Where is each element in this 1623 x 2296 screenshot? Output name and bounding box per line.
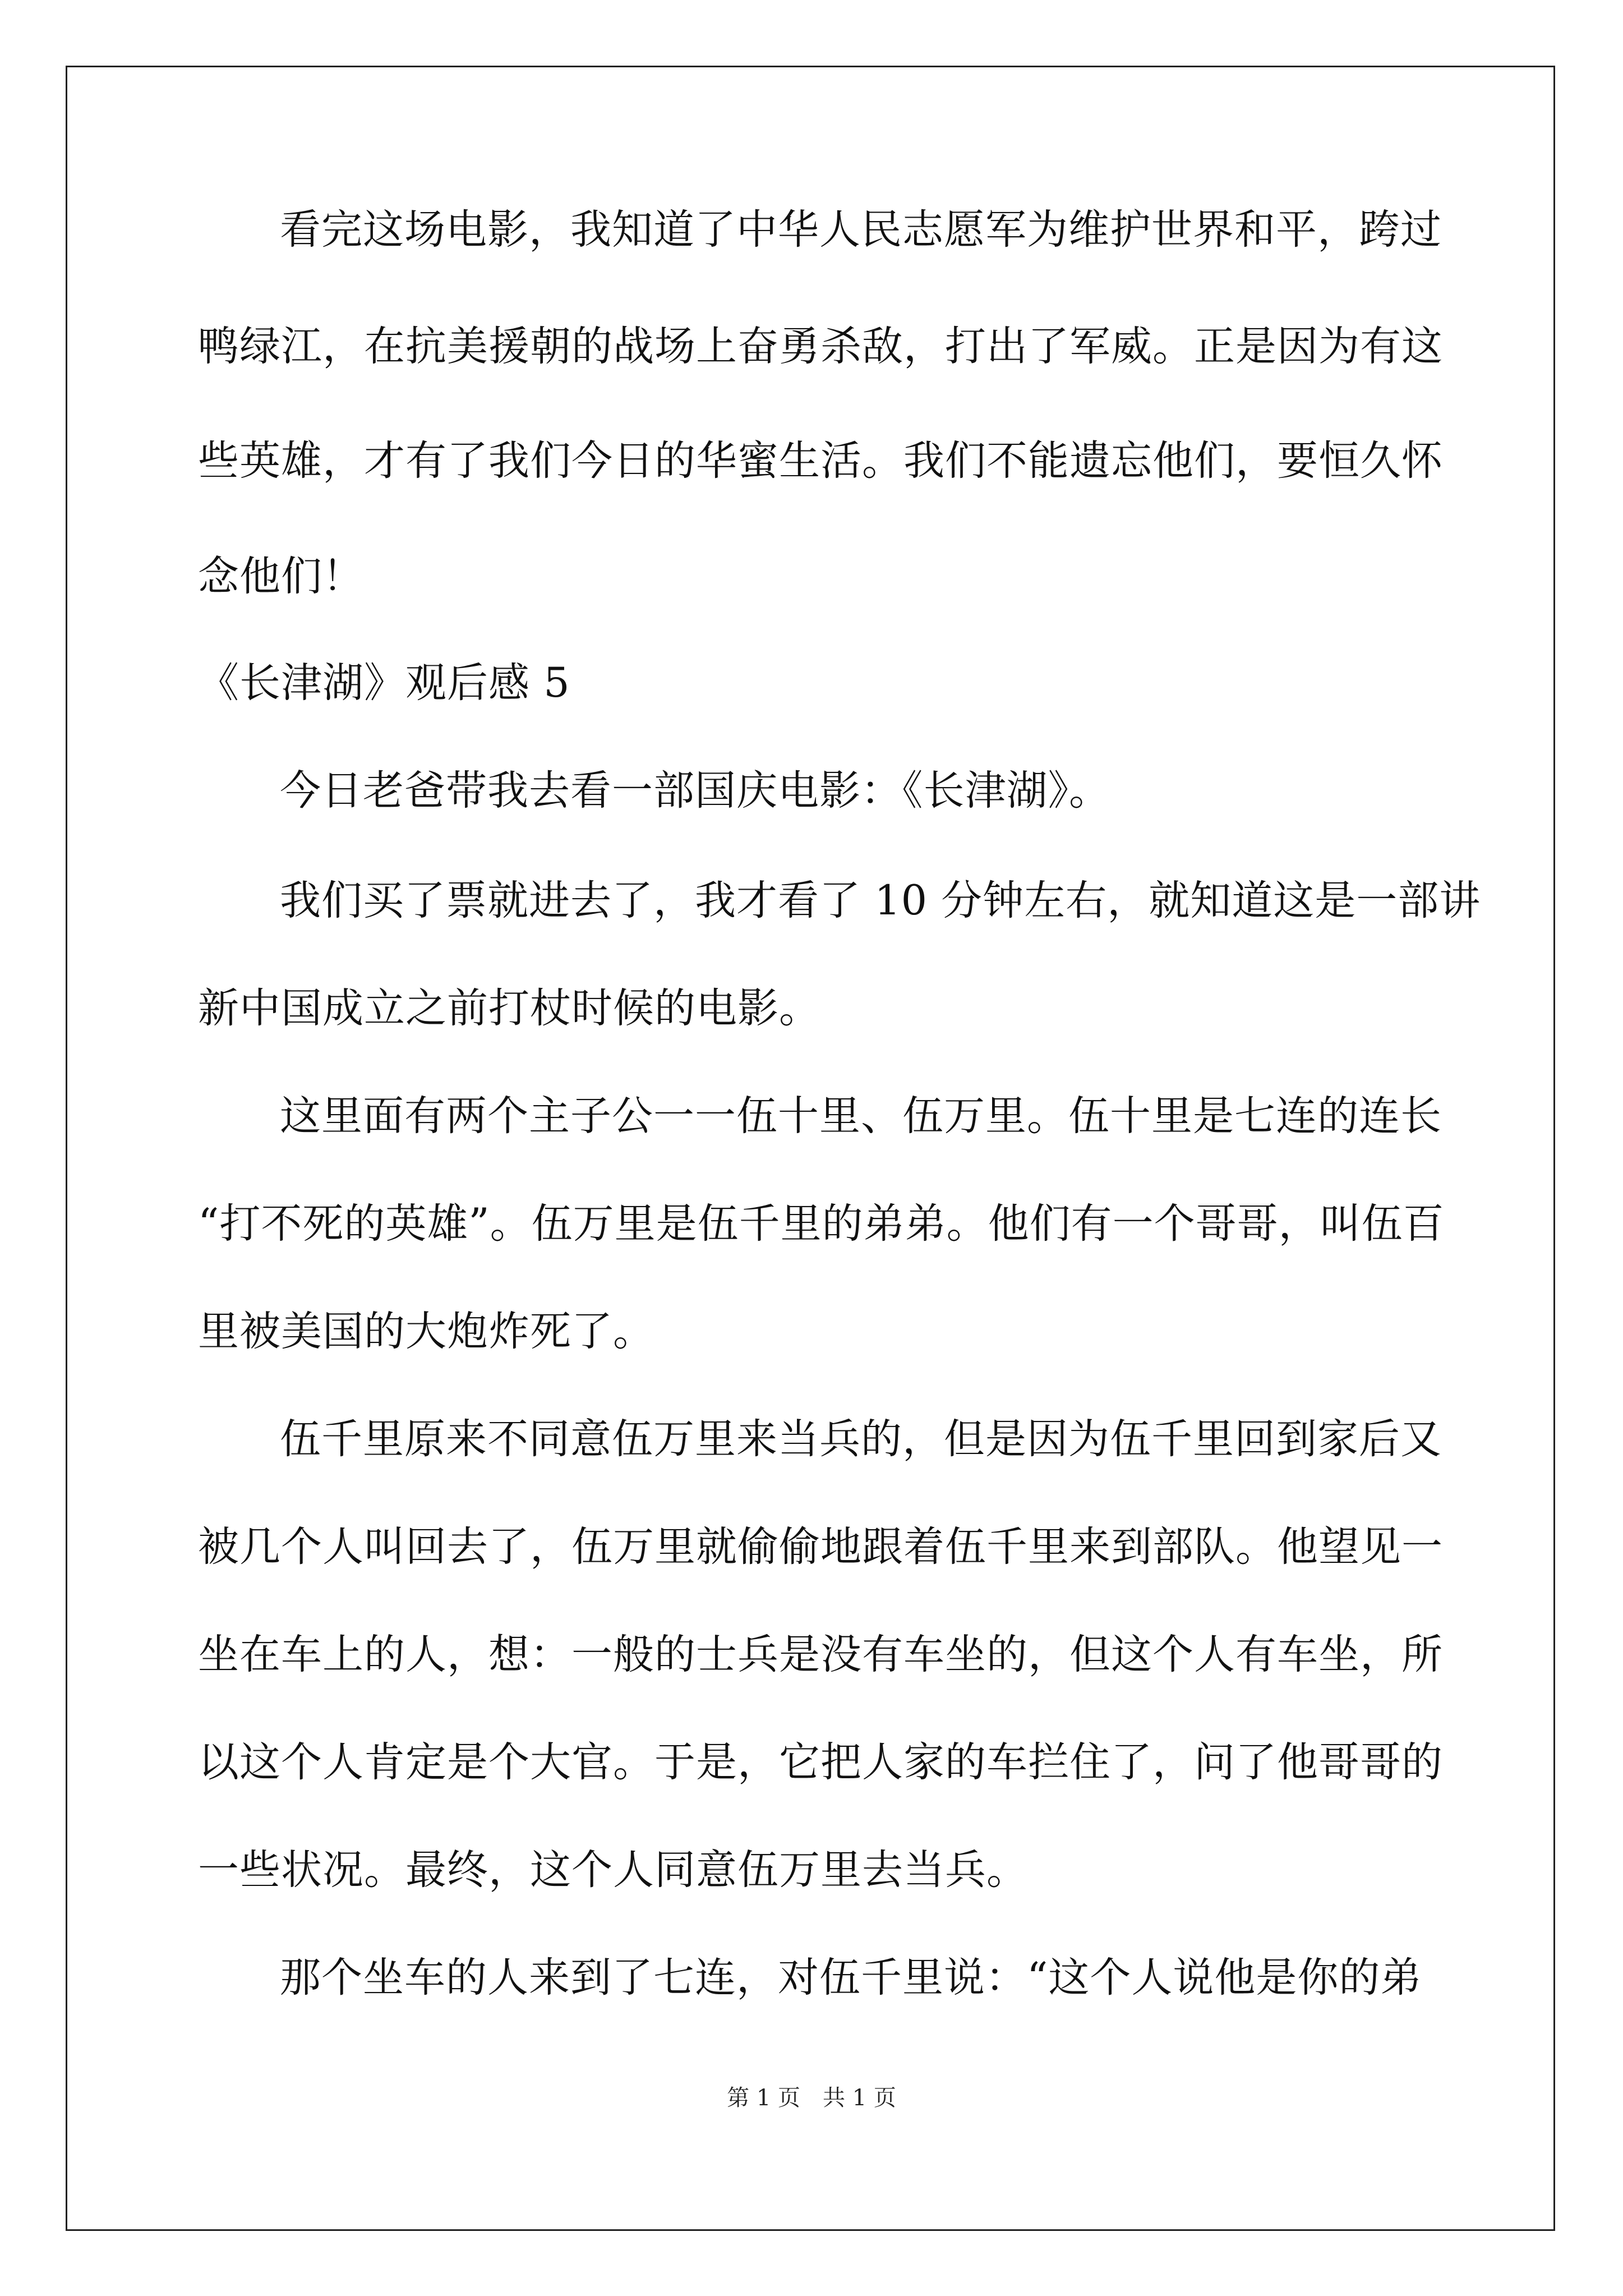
text-line: “打不死的英雄”。伍万里是伍千里的弟弟。他们有一个哥哥，叫伍百 bbox=[198, 1200, 1445, 1248]
text-line: 鸭绿江，在抗美援朝的战场上奋勇杀敌，打出了军威。正是因为有这 bbox=[198, 323, 1443, 370]
text-line: 一些状况。最终，这个人同意伍万里去当兵。 bbox=[198, 1846, 1028, 1894]
text-line: 里被美国的大炮炸死了。 bbox=[198, 1308, 654, 1355]
text-line: 今日老爸带我去看一部国庆电影：《长津湖》。 bbox=[280, 767, 1110, 815]
text-line: 新中国成立之前打杖时候的电影。 bbox=[198, 984, 820, 1032]
text-line: 伍千里原来不同意伍万里来当兵的，但是因为伍千里回到家后又 bbox=[280, 1415, 1442, 1463]
text-line: 我们买了票就进去了，我才看了 10 分钟左右，就知道这是一部讲 bbox=[280, 877, 1481, 924]
text-line: 坐在车上的人，想：一般的士兵是没有车坐的，但这个人有车坐，所 bbox=[198, 1631, 1443, 1678]
text-line: 看完这场电影，我知道了中华人民志愿军为维护世界和平，跨过 bbox=[280, 206, 1442, 254]
text-line: 那个坐车的人来到了七连，对伍千里说：“这个人说他是你的弟 bbox=[280, 1954, 1422, 2001]
text-line: 些英雄，才有了我们今日的华蜜生活。我们不能遗忘他们，要恒久怀 bbox=[198, 437, 1443, 485]
text-line: 念他们！ bbox=[198, 553, 364, 600]
text-line: 被几个人叫回去了，伍万里就偷偷地跟着伍千里来到部队。他望见一 bbox=[198, 1523, 1443, 1571]
page-footer: 第 1 页 共 1 页 bbox=[727, 2085, 896, 2111]
text-line: 以这个人肯定是个大官。于是，它把人家的车拦住了，问了他哥哥的 bbox=[198, 1738, 1443, 1786]
text-line: 这里面有两个主子公一一伍十里、伍万里。伍十里是七连的连长 bbox=[280, 1092, 1442, 1140]
section-heading: 《长津湖》观后感 5 bbox=[198, 659, 570, 707]
page-border bbox=[66, 66, 1555, 2231]
